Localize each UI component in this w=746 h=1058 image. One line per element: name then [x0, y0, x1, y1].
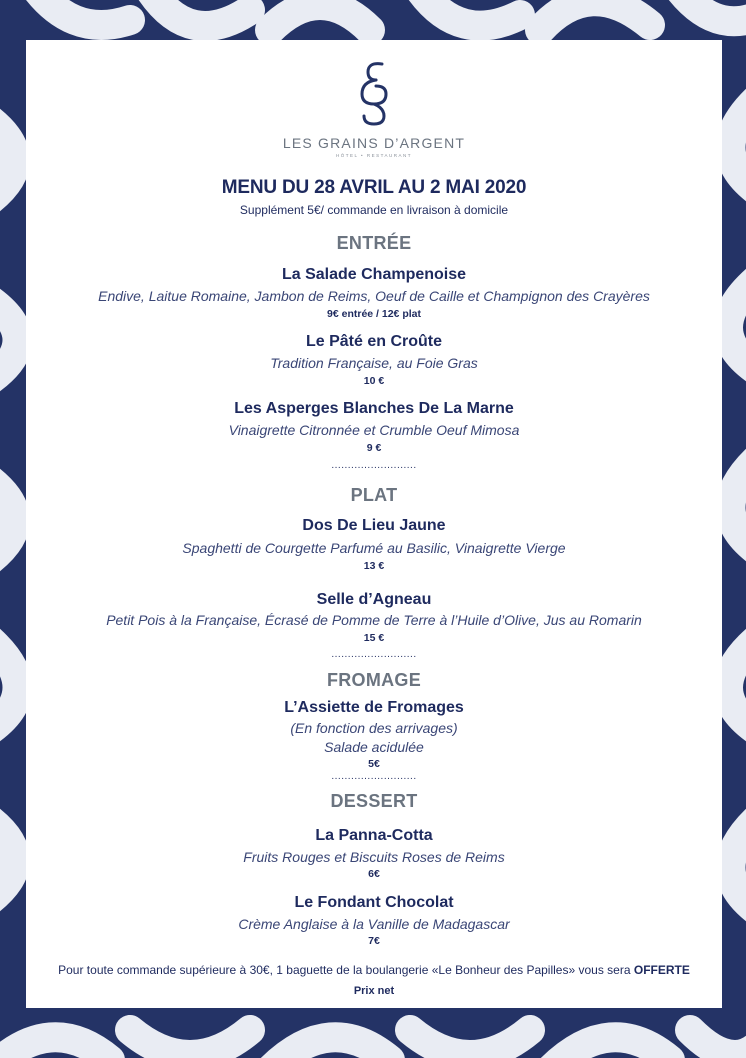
dish-description: (En fonction des arrivages)	[290, 720, 458, 736]
dish-price: 9€ entrée / 12€ plat	[327, 308, 421, 320]
dish-name: La Panna-Cotta	[315, 827, 433, 844]
dish-name: L’Assiette de Fromages	[284, 699, 464, 716]
dish-price: 7€	[368, 935, 380, 947]
dish-price: 9 €	[366, 442, 382, 454]
section-title-fromage: FROMAGE	[326, 670, 422, 690]
dish-description: Petit Pois à la Française, Écrasé de Pomme de Terre à l’Huile d’Olive, Jus au Romarin	[106, 612, 642, 628]
footer-note	[26, 963, 722, 977]
section-title-entree: ENTRÉE	[336, 233, 412, 253]
menu-title: MENU DU 28 AVRIL AU 2 MAI 2020	[221, 177, 527, 198]
dish-description: Endive, Laitue Romaine, Jambon de Reims, Oeuf de Caille et Champignon des Crayères	[98, 288, 650, 304]
menu-subtitle: Supplément 5€/ commande en livraison à domicile	[239, 203, 509, 217]
stylized-g-logo-icon	[354, 58, 394, 128]
dish-price: 6€	[368, 868, 380, 880]
separator: ..........................	[331, 649, 417, 660]
dish-name: Selle d’Agneau	[316, 591, 432, 608]
dish-name: Le Pâté en Croûte	[305, 333, 443, 350]
footer-text: Pour toute commande supérieure à 30€, 1 baguette de la boulangerie «Le Bonheur des Papilles» vous sera	[58, 963, 634, 977]
dish-name: La Salade Champenoise	[281, 266, 467, 283]
menu-card	[26, 40, 722, 1008]
dish-name: Le Fondant Chocolat	[294, 894, 454, 911]
dish-price: 13 €	[363, 560, 385, 572]
footer-highlight: OFFERTE	[633, 963, 690, 977]
dish-description-secondary: Salade acidulée	[324, 739, 424, 755]
dish-description: Tradition Française, au Foie Gras	[270, 355, 478, 371]
dish-description: Crème Anglaise à la Vanille de Madagascar	[238, 916, 510, 932]
brand-tagline: HÔTEL • RESTAURANT	[335, 153, 413, 158]
dish-price: 15 €	[363, 632, 385, 644]
separator: ..........................	[331, 771, 417, 782]
dish-description: Fruits Rouges et Biscuits Roses de Reims	[243, 849, 505, 865]
dish-description: Vinaigrette Citronnée et Crumble Oeuf Mimosa	[228, 422, 520, 438]
dish-price: 10 €	[363, 375, 385, 387]
dish-price: 5€	[368, 758, 380, 770]
dish-description: Spaghetti de Courgette Parfumé au Basilic, Vinaigrette Vierge	[182, 540, 566, 556]
net-price-note: Prix net	[353, 985, 395, 997]
brand-name: LES GRAINS D’ARGENT	[282, 135, 466, 151]
separator: ..........................	[331, 460, 417, 471]
dish-name: Dos De Lieu Jaune	[302, 517, 446, 534]
section-title-dessert: DESSERT	[330, 791, 418, 811]
dish-name: Les Asperges Blanches De La Marne	[234, 400, 514, 417]
section-title-plat: PLAT	[350, 485, 398, 505]
